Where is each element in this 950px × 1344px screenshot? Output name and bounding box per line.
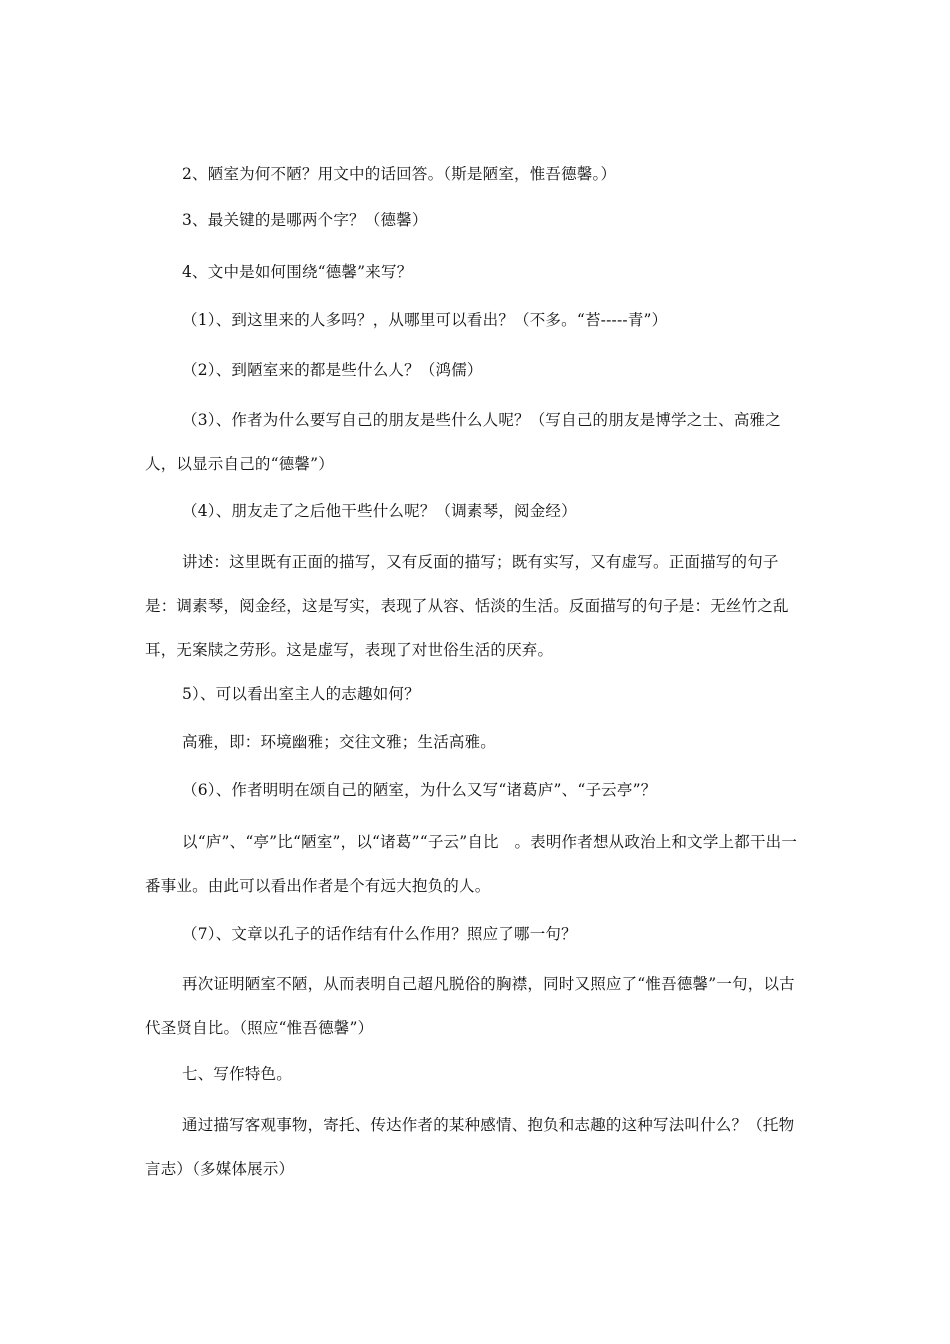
sub-question-2: （2）、到陋室来的都是些什么人？（鸿儒） [182,361,483,379]
answer-6: 以“庐”、“亭”比“陋室”，以“诸葛”“子云”自比 。表明作者想从政治上和文学上都干出一番事业。由此可以看出作者是个有远大抱负的人。 [145,833,798,895]
answer-5: 高雅，即：环境幽雅；交往文雅；生活高雅。 [182,733,497,751]
question-4: 4、文中是如何围绕“德馨”来写？ [182,263,413,281]
sub-question-1: （1）、到这里来的人多吗？，从哪里可以看出？（不多。“苔-----青”） [182,311,668,329]
sub-question-7: （7）、文章以孔子的话作结有什么作用？照应了哪一句？ [182,925,577,943]
explanation-paragraph: 讲述：这里既有正面的描写，又有反面的描写；既有实写，又有虚写。正面描写的句子是：调素琴，阅金经，这是写实，表现了从容、恬淡的生活。反面描写的句子是：无丝竹之乱耳，无案牍之劳形。这是虚写，表现了对世俗生活的厌弃。 [145,553,789,659]
section-heading-7: 七、写作特色。 [182,1065,292,1083]
sub-question-4: （4）、朋友走了之后他干些什么呢？（调素琴，阅金经） [182,502,577,520]
sub-question-6: （6）、作者明明在颂自己的陋室，为什么又写“诸葛庐”、“子云亭”？ [182,781,657,799]
question-2: 2、陋室为何不陋？用文中的话回答。（斯是陋室，惟吾德馨。） [182,165,617,183]
question-3: 3、最关键的是哪两个字？（德馨） [182,211,428,229]
sub-question-3: （3）、作者为什么要写自己的朋友是些什么人呢？（写自己的朋友是博学之士、高雅之人，以显示自己的“德馨”） [145,411,781,473]
answer-7: 再次证明陋室不陋，从而表明自己超凡脱俗的胸襟，同时又照应了“惟吾德馨”一句，以古代圣贤自比。（照应“惟吾德馨”） [145,975,795,1037]
sub-question-5: 5）、可以看出室主人的志趣如何？ [182,685,420,703]
writing-feature-question: 通过描写客观事物，寄托、传达作者的某种感情、抱负和志趣的这种写法叫什么？（托物言志）（多媒体展示） [145,1116,795,1178]
